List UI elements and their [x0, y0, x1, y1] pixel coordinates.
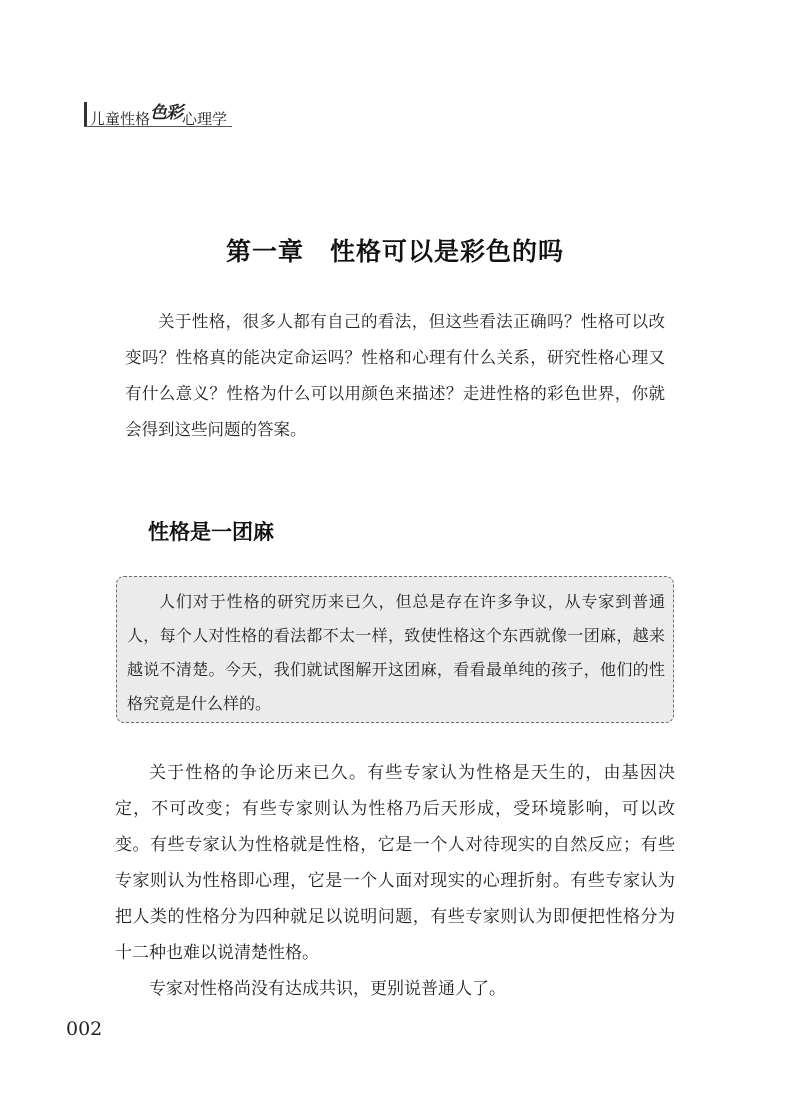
- running-head-prefix: 儿童性格: [90, 110, 151, 128]
- chapter-title: 第一章 性格可以是彩色的吗: [225, 237, 564, 266]
- running-head-bar: [84, 102, 87, 126]
- running-head-suffix: 心理学: [182, 110, 228, 128]
- running-head-stylized: 色彩: [150, 103, 183, 123]
- running-head-text: [90, 104, 227, 129]
- callout-text: 人们对于性格的研究历来已久，但总是存在许多争议，从专家到普通人，每个人对性格的看法都不太一样，致使性格这个东西就像一团麻，越来越说不清楚。今天，我们就试图解开这团麻，看看最单纯的孩子，他们的性格究竟是什么样的。: [127, 592, 665, 713]
- callout-box: [116, 576, 674, 723]
- body-paragraph-2: 专家对性格尚没有达成共识，更别说普通人了。: [149, 979, 506, 999]
- body-paragraph-1: 关于性格的争论历来已久。有些专家认为性格是天生的，由基因决定，不可改变；有些专家则认为性格乃后天形成，受环境影响，可以改变。有些专家认为性格就是性格，它是一个人对待现实的自然反应；有些专家则认为性格即心理，它是一个人面对现实的心理折射。有些专家认为把人类的性格分为四种就足以说明问题，有些专家则认为即便把性格分为十二种也难以说清楚性格。: [115, 763, 675, 963]
- running-head: [84, 100, 232, 127]
- section-title: 性格是一团麻: [148, 520, 274, 544]
- chapter-intro: 关于性格，很多人都有自己的看法，但这些看法正确吗？性格可以改变吗？性格真的能决定命运吗？性格和心理有什么关系，研究性格心理又有什么意义？性格为什么可以用颜色来描述？走进性格的彩色世界，你就会得到这些问题的答案。: [125, 312, 665, 439]
- page-number: 002: [66, 1018, 103, 1040]
